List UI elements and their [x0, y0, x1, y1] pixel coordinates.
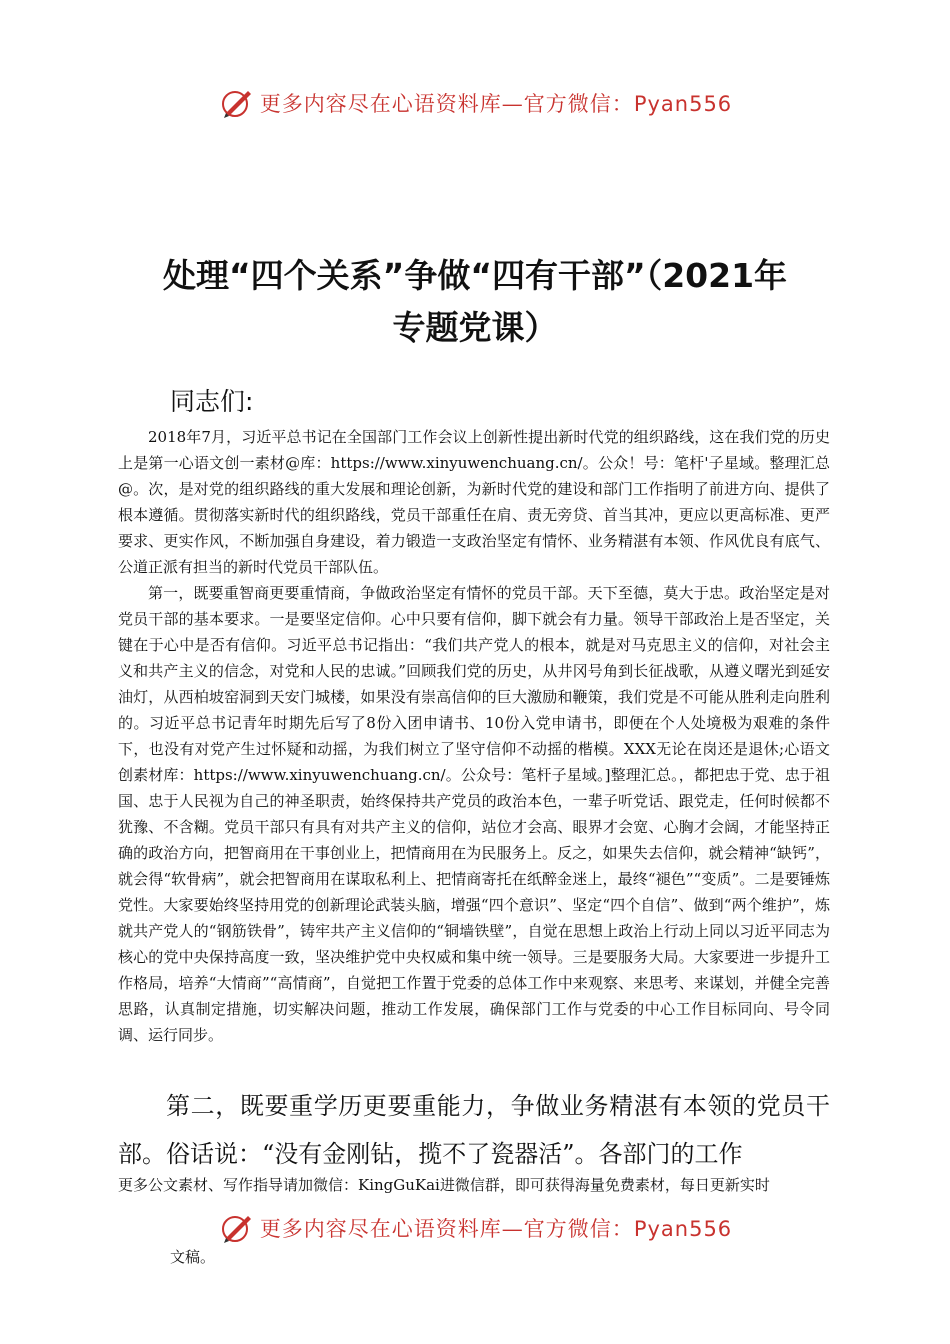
large-paragraph [118, 1082, 830, 1178]
title-line-1: 处理“四个关系”争做“四有干部”（2021年 [162, 256, 788, 295]
paragraph-first-point: 第一，既要重智商更要重情商，争做政治坚定有情怀的党员干部。天下至德，莫大于忠。政治坚定是对党员干部的基本要求。一是要坚定信仰。心中只要有信仰，脚下就会有力量。领导干部政治上是否坚定，关键在于心中是否有信仰。习近平总书记指出：“我们共产党人的根本，就是对马克思主义的信仰，对社会主义和共产主义的信念，对党和人民的忠诚。”回顾我们党的历史，从井冈号角到长征战歌，从遵义曙光到延安油灯，从西柏坡窑洞到天安门城楼，如果没有崇高信仰的巨大激励和鞭策，我们党是不可能从胜利走向胜利的。习近平总书记青年时期先后写了8份入团申请书、10份入党申请书，即便在个人处境极为艰难的条件下，也没有对党产生过怀疑和动摇，为我们树立了坚守信仰不动摇的楷模。XXX无论在岗还是退休;心语文创素材库：https://www.xinyuwenchuang.cn/。公众号：笔杆子星域。]整理汇总。，都把忠于党、忠于祖国、忠于人民视为自己的神圣职责，始终保持共产党员的政治本色，一辈子听党话、跟党走，任何时候都不犹豫、不含糊。党员干部只有具有对共产主义的信仰，站位才会高、眼界才会宽、心胸才会阔，才能坚持正确的政治方向，把智商用在干事创业上，把情商用在为民服务上。反之，如果失去信仰，就会精神“缺钙”，就会得“软骨病”，就会把智商用在谋取私利上、把情商寄托在纸醉金迷上，最终“褪色”“变质”。二是要锤炼党性。大家要始终坚持用党的创新理论武装头脑，增强“四个意识”、坚定“四个自信”、做到“两个维护”，炼就共产党人的“钢筋铁骨”，铸牢共产主义信仰的“铜墙铁壁”，自觉在思想上政治上行动上同以习近平同志为核心的党中央保持高度一致，坚决维护党中央权威和集中统一领导。三是要服务大局。大家要进一步提升工作格局，培养“大情商”“高情商”，自觉把工作置于党委的总体工作中来观察、来思考、来谋划，并健全完善思路，认真制定措施，切实解决问题，推动工作发展，确保部门工作与党委的中心工作目标同向、号令同调、运行同步。 [118, 584, 830, 1044]
body-text [118, 424, 830, 1048]
banner-wechat-id: Pyan556 [633, 92, 733, 116]
footer-note: 更多公文素材、写作指导请加微信：KingGuKai进微信群，即可获得海量免费素材，每日更新实时 [118, 1176, 770, 1194]
banner-text: 更多内容尽在心语资料库—官方微信： [259, 1217, 634, 1241]
page-title [110, 250, 840, 354]
banner-text: 更多内容尽在心语资料库—官方微信： [259, 92, 634, 116]
pen-logo-icon [218, 85, 254, 121]
pen-logo-icon [218, 1210, 254, 1246]
header-banner [0, 83, 950, 123]
title-line-2: 专题党课） [392, 308, 558, 347]
footer-banner [0, 1208, 950, 1248]
paragraph-intro: 2018年7月，习近平总书记在全国部门工作会议上创新性提出新时代党的组织路线，这在我们党的历史上是第一心语文创一素材@库：https://www.xinyuwenchuang.cn/。公众！号：笔杆'子星域。整理汇总@。次，是对党的组织路线的重大发展和理论创新，为新时代党的建设和部门工作指明了前进方向、提供了根本遵循。贯彻落实新时代的组织路线，党员干部重任在肩、责无旁贷、首当其冲，更应以更高标准、更严要求、更实作风，不断加强自身建设，着力锻造一支政治坚定有情怀、业务精湛有本领、作风优良有底气、公道正派有担当的新时代党员干部队伍。 [118, 428, 830, 576]
salutation: 同志们: [170, 387, 254, 416]
footer-tail: 文稿。 [170, 1248, 216, 1266]
paragraph-second-point: 第二，既要重学历更要重能力，争做业务精湛有本领的党员干部。俗话说：“没有金刚钻，揽不了瓷器活”。各部门的工作 [118, 1092, 830, 1168]
banner-wechat-id: Pyan556 [633, 1217, 733, 1241]
